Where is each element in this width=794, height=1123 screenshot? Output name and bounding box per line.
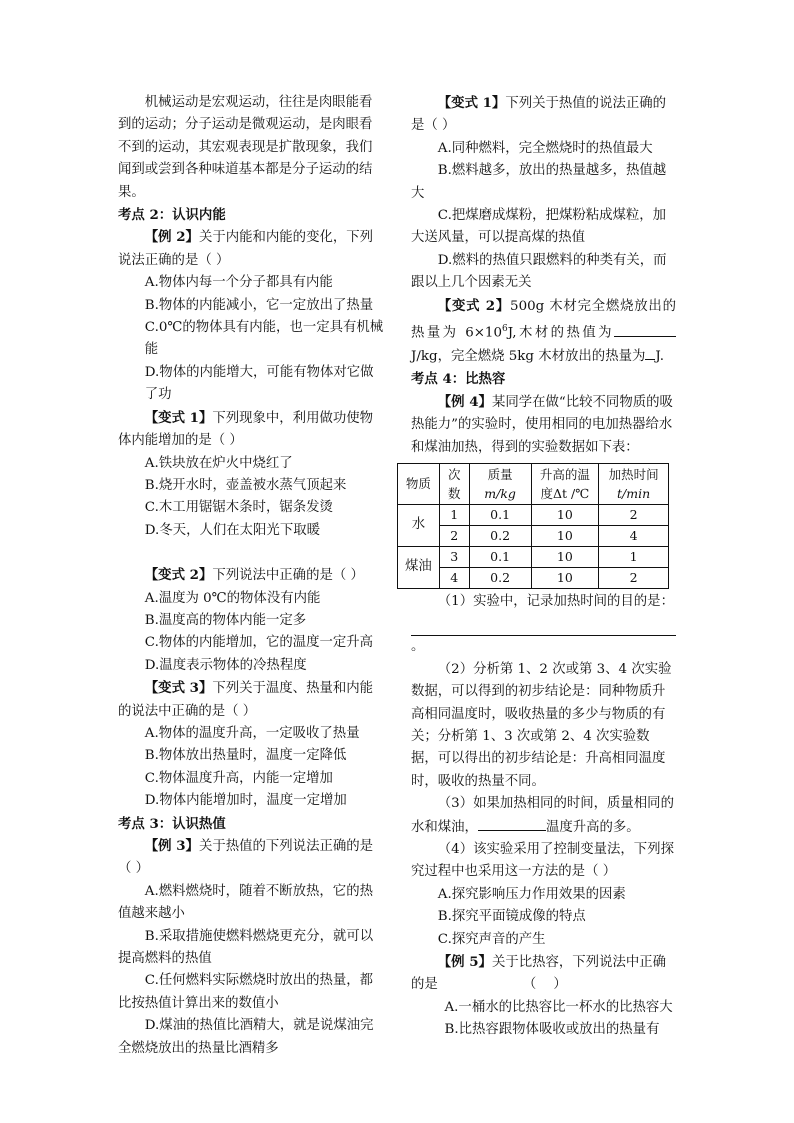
- question-text: 关于比热容，下列说法中正确的是 （ ）: [411, 955, 667, 993]
- table-header-cell: 升高的温 度Δt /℃: [531, 463, 599, 504]
- option: D.煤油的热值比酒精大，就是说煤油完全燃烧放出的热量比酒精多: [118, 1018, 374, 1056]
- question-text: J/kg，完全燃烧 5kg 木材放出的热量为: [411, 348, 646, 364]
- section-title-k3: 考点 3：认识热值: [118, 815, 226, 832]
- example-4-stem: [411, 391, 676, 459]
- variant-2-stem: [118, 564, 384, 587]
- variant-tag: 【变式 3】: [144, 680, 213, 697]
- variant-3-stem: [118, 677, 384, 723]
- option: D.物体的内能增大，可能有物体对它做了功: [144, 364, 374, 403]
- option: A.物体的温度升高，一定吸收了热量: [144, 725, 360, 741]
- option: A.燃料燃烧时，随着不断放热，它的热值越来越小: [118, 883, 373, 922]
- table-cell-substance: 水: [398, 504, 440, 546]
- question-text: 500g 木材完全燃烧放出的热量为 6×10: [411, 298, 676, 341]
- table-row: [398, 504, 669, 525]
- table-cell: 2: [599, 504, 669, 525]
- table-cell: 4: [599, 525, 669, 546]
- question-text: 下列关于热值的说法正确的是（ ）: [411, 96, 667, 134]
- question-text: 下列说法中正确的是（ ）: [212, 568, 364, 584]
- table-header-cell: 质量 m/kg: [469, 463, 531, 504]
- variant-1-stem: [411, 92, 676, 138]
- right-column: [405, 92, 676, 1042]
- option: A.一桶水的比热容比一杯水的比热容大: [444, 999, 673, 1015]
- example-5-stem: [411, 951, 676, 997]
- option: B.物体放出热量时，温度一定降低: [144, 748, 347, 764]
- question-text: 某同学在做“比较不同物质的吸热能力”的实验时，使用相同的电加热器给水和煤油加热，得到的实验数据如下表：: [411, 394, 673, 455]
- section-title-k4: 考点 4：比热容: [411, 371, 506, 388]
- table-cell: 3: [439, 546, 469, 567]
- table-cell-substance: 煤油: [398, 546, 440, 588]
- table-cell: 0.1: [469, 546, 531, 567]
- example-2-stem: [118, 226, 384, 272]
- left-column: [118, 92, 384, 1060]
- question-1: （1）实验中，记录加热时间的目的是：: [437, 593, 674, 609]
- example-tag: 【例 5】: [437, 954, 492, 971]
- option: B.比热容跟物体吸收或放出的热量有: [444, 1022, 660, 1038]
- option: C.物体温度升高，内能一定增加: [144, 770, 333, 786]
- experiment-data-table: [397, 463, 669, 589]
- option: D.物体内能增加时，温度一定增加: [144, 793, 347, 809]
- variant-tag: 【变式 1】: [437, 95, 506, 111]
- table-header-cell: 次 数: [439, 463, 469, 504]
- example-tag: 【例 4】: [437, 393, 492, 410]
- table-cell: 0.2: [469, 567, 531, 588]
- section-title-k2: 考点 2：认识内能: [118, 207, 226, 224]
- option: D.燃料的热值只跟燃料的种类有关，而跟以上几个因素无关: [411, 252, 667, 291]
- question-text: 关于内能和内能的变化，下列说法正确的是（ ）: [118, 230, 374, 268]
- question-text: 关于热值的下列说法正确的是（ ）: [118, 839, 374, 877]
- option: A.同种燃料，完全燃烧时的热值最大: [437, 140, 653, 156]
- table-cell: 2: [599, 567, 669, 588]
- option: C.任何燃料实际燃烧时放出的热量，都比按热值计算出来的数值小: [118, 973, 374, 1011]
- intro-paragraph: 机械运动是宏观运动，往往是肉眼能看到的运动；分子运动是微观运动，是肉眼看不到的运动，其宏观表现是扩散现象，我们闻到或尝到各种味道基本都是分子运动的结果。: [118, 95, 373, 200]
- table-cell: 1: [599, 546, 669, 567]
- question-text: 温度升高的多。: [545, 819, 640, 835]
- variant-2-stem: [411, 295, 676, 369]
- table-cell: 0.2: [469, 525, 531, 546]
- example-3-stem: [118, 835, 384, 881]
- option: B.探究平面镜成像的特点: [437, 909, 586, 925]
- option: C.物体的内能增加，它的温度一定升高: [144, 635, 374, 651]
- variant-tag: 【变式 2】: [437, 297, 511, 314]
- table-cell: 4: [439, 567, 469, 588]
- option: B.物体的内能减小，它一定放出了热量: [144, 297, 374, 313]
- table-cell: 10: [531, 546, 599, 567]
- option: A.物体内每一个分子都具有内能: [144, 275, 333, 291]
- question-text: J.: [655, 348, 664, 364]
- question-4: （4）该实验采用了控制变量法，下列探究过程中也采用这一方法的是（ ）: [411, 842, 674, 880]
- exponent: 6: [501, 324, 508, 335]
- table-cell: 10: [531, 504, 599, 525]
- option: B.采取措施使燃料燃烧更充分，就可以提高燃料的热值: [118, 928, 374, 967]
- example-tag: 【例 3】: [144, 838, 199, 854]
- table-cell: 10: [531, 567, 599, 588]
- table-cell: 0.1: [469, 504, 531, 525]
- option: C.木工用锯锯木条时，锯条发烫: [144, 500, 333, 516]
- answer-blank[interactable]: [614, 322, 676, 337]
- table-header-cell: 加热时间 t/min: [599, 463, 669, 504]
- option: A.铁块放在炉火中烧红了: [144, 455, 293, 471]
- table-cell: 10: [531, 525, 599, 546]
- question-2: （2）分析第 1、2 次或第 3、4 次实验数据，可以得到的初步结论是：同种物质升高相同温度时，吸收热量的多少与物质的有关；分析第 1、3 次或第 2、4 次实验数据，可以得出的初步结论是：升高相同温度时，吸收的热量不同。: [411, 661, 672, 789]
- option: D.冬天，人们在太阳光下取暖: [144, 522, 320, 538]
- option: C.0℃的物体具有内能，也一定具有机械能: [144, 320, 384, 358]
- table-cell: 2: [439, 525, 469, 546]
- option: D.温度表示物体的冷热程度: [144, 657, 307, 673]
- option: B.燃料越多，放出的热量越多，热值越大: [411, 163, 667, 201]
- table-row: [398, 546, 669, 567]
- answer-blank[interactable]: [645, 345, 655, 360]
- option: B.温度高的物体内能一定多: [144, 612, 307, 628]
- answer-line[interactable]: [411, 615, 676, 636]
- option: B.烧开水时，壶盖被水蒸气顶起来: [144, 477, 347, 493]
- option: C.探究声音的产生: [437, 931, 546, 947]
- variant-tag: 【变式 1】: [144, 409, 213, 426]
- table-header-cell: 物质: [398, 463, 440, 504]
- variant-tag: 【变式 2】: [144, 567, 213, 584]
- spacer: [118, 542, 384, 564]
- option: A.探究影响压力作用效果的因素: [437, 886, 626, 902]
- question-text: （3）如果加热相同的时间，质量相同的水和煤油，: [411, 796, 674, 835]
- question-text: 下列现象中，利用做功使物体内能增加的是（ ）: [118, 410, 374, 449]
- question-text: 下列关于温度、热量和内能的说法中正确的是（ ）: [118, 681, 374, 719]
- option: C.把煤磨成煤粉，把煤粉粘成煤粒，加大送风量，可以提高煤的热值: [411, 208, 667, 246]
- option: A.温度为 0℃的物体没有内能: [144, 590, 321, 606]
- answer-blank[interactable]: [478, 816, 546, 831]
- question-1-end: 。: [411, 639, 425, 655]
- question-3: [411, 793, 676, 839]
- variant-1-stem: [118, 407, 384, 453]
- example-tag: 【例 2】: [144, 229, 199, 246]
- question-text: J,木材的热值为: [507, 325, 614, 341]
- table-cell: 1: [439, 504, 469, 525]
- table-header-row: [398, 463, 669, 504]
